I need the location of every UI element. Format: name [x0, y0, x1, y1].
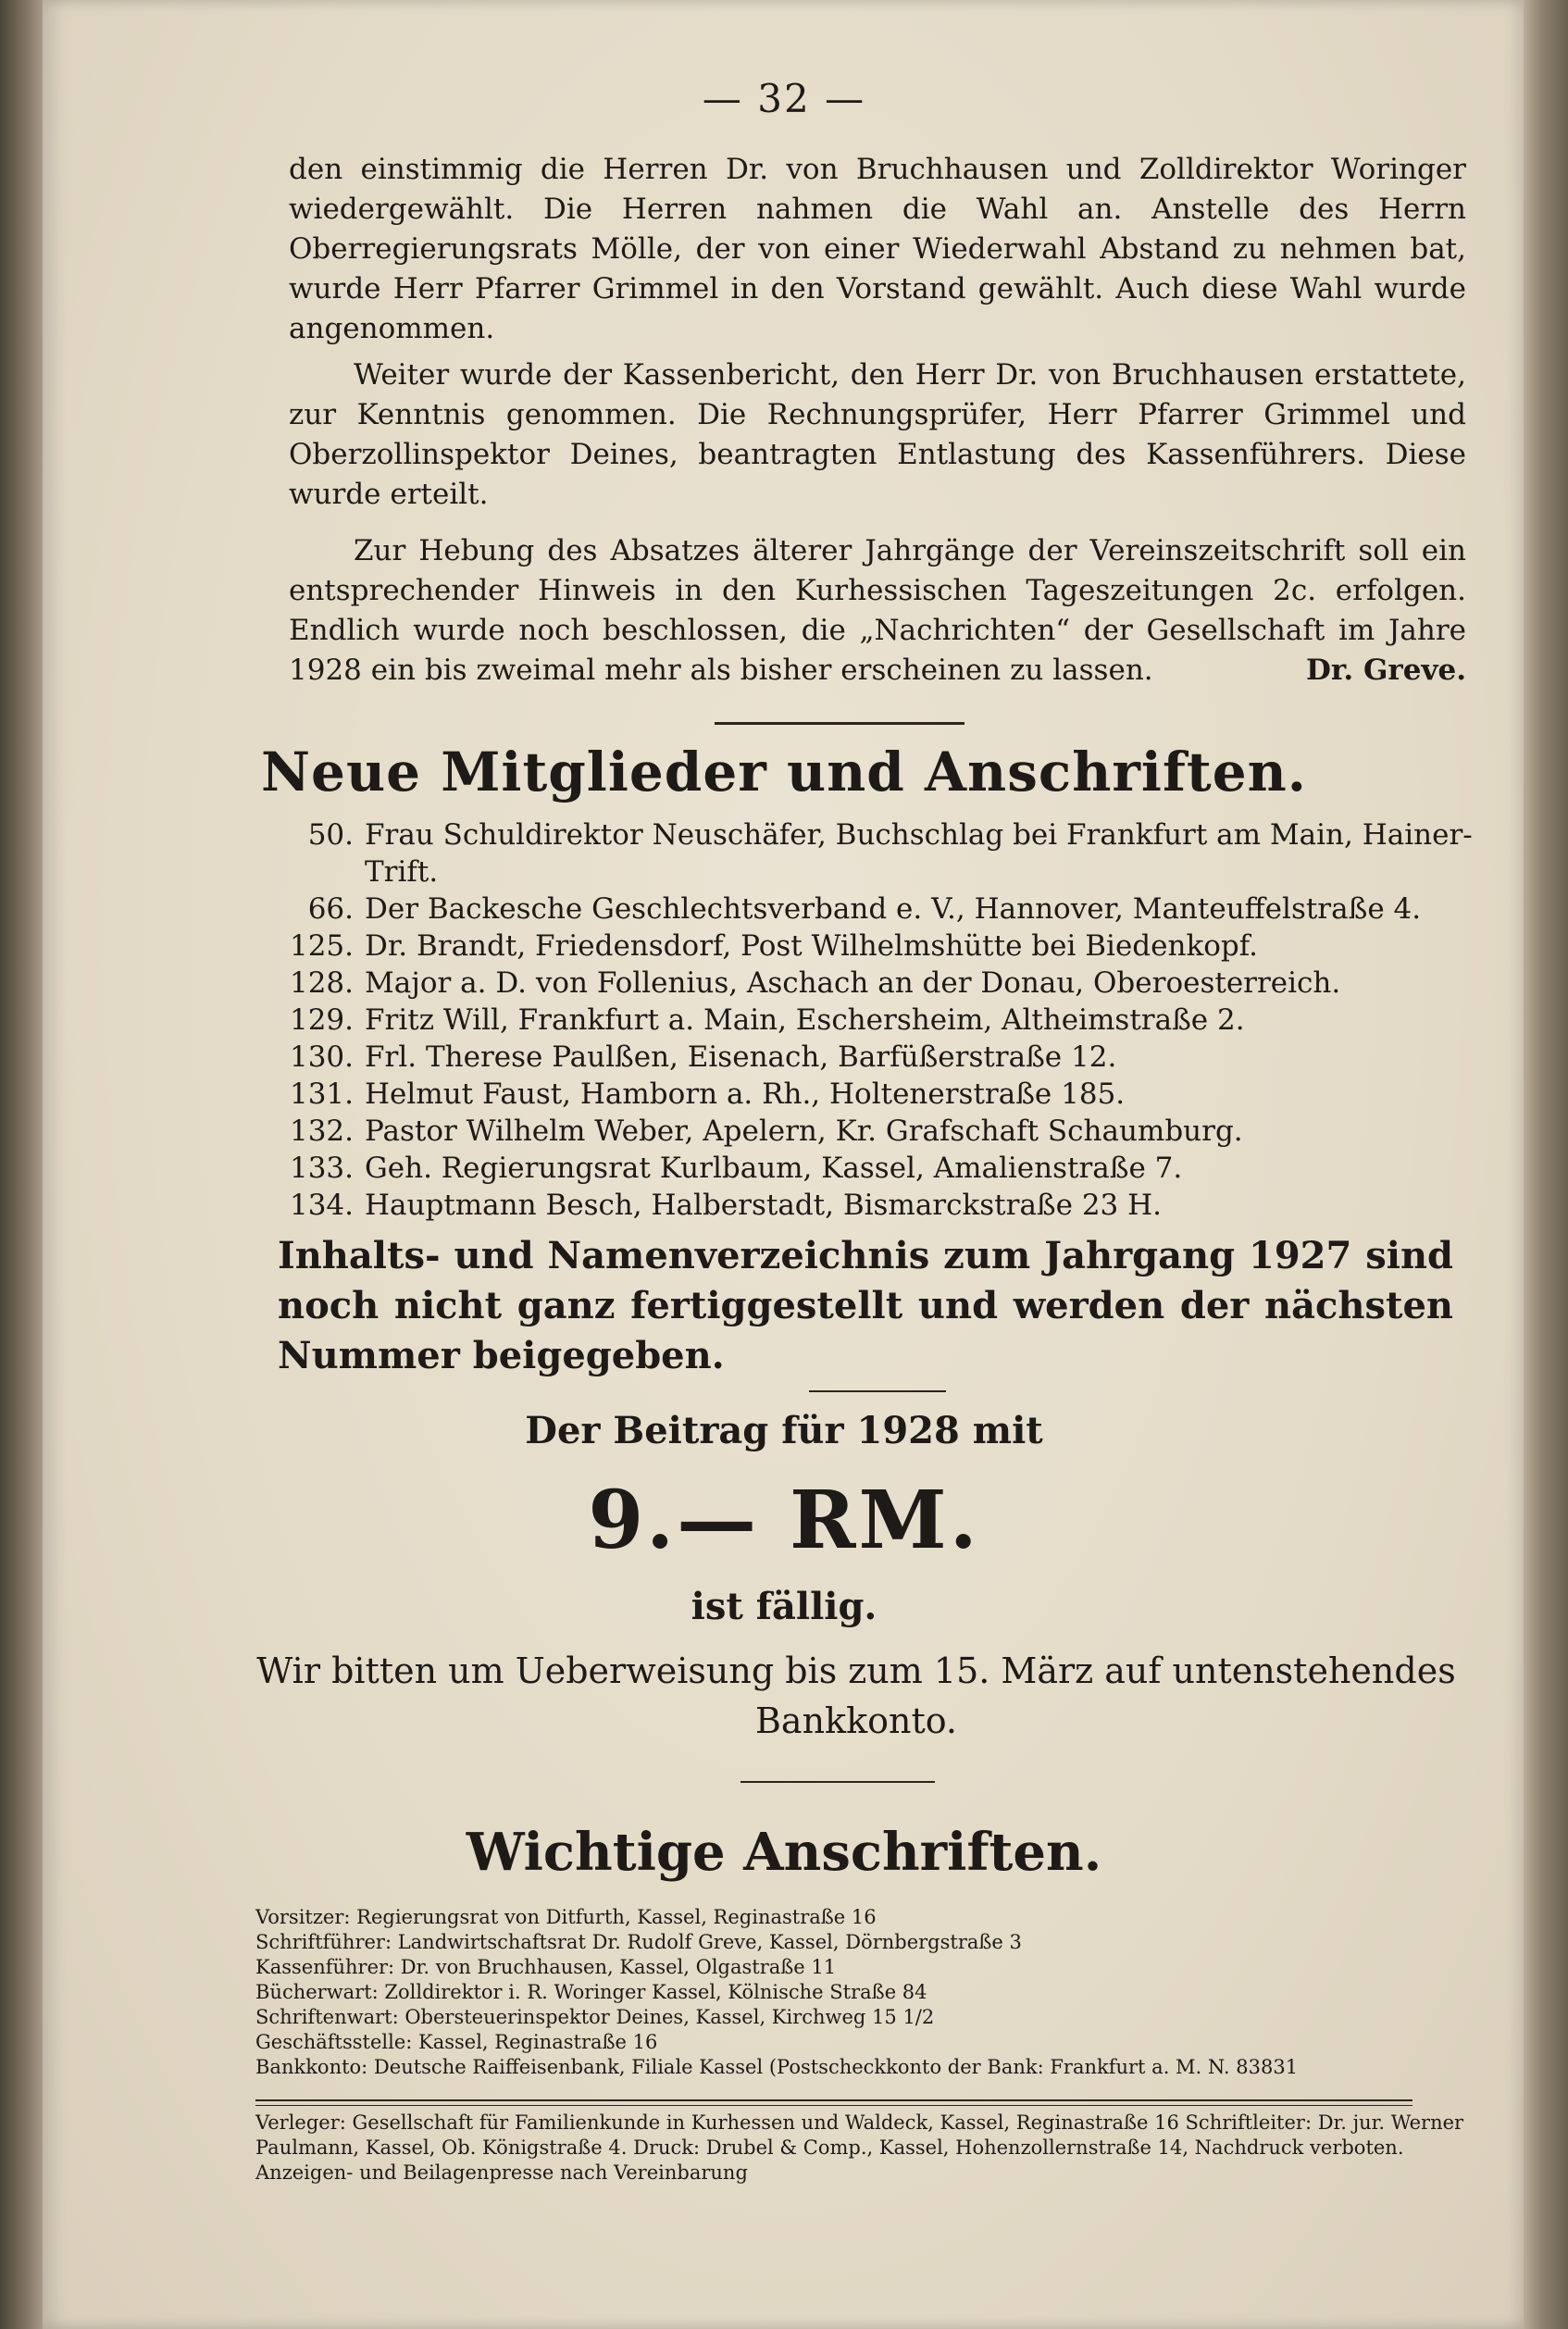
member-entry: Major a. D. von Follenius, Aschach an der Donau, Oberoesterreich. [365, 966, 1341, 1000]
list-item [261, 965, 1483, 1002]
paragraph-election-text: den einstimmig die Herren Dr. von Bruchhausen und Zolldirektor Woringer wiedergewählt. Die Herren nahmen die Wahl an. Anstelle des Herrn Oberregierungsrats Mölle, der von einer Wiederwahl Abstand zu nehmen bat, wurde Herr Pfarrer Grimmel in den Vorstand gewählt. Auch diese Wahl wurde angenommen. [289, 153, 1466, 345]
list-item [261, 1150, 1483, 1187]
fee-due: ist fällig. [691, 1585, 877, 1628]
member-number: 125. [289, 929, 354, 963]
footer-divider [255, 2105, 1412, 2106]
member-entry: Der Backesche Geschlechtsverband e. V., Hannover, Manteuffelstraße 4. [365, 892, 1422, 926]
list-item [261, 928, 1483, 965]
member-number: 130. [289, 1040, 354, 1074]
list-item [261, 1113, 1483, 1150]
author-signature: Dr. Greve. [1305, 654, 1466, 687]
members-heading: Neue Mitglieder und Anschriften. [261, 741, 1307, 803]
member-entry: Hauptmann Besch, Halberstadt, Bismarckstraße 23 H. [365, 1189, 1163, 1222]
index-notice: Inhalts- und Namenverzeichnis zum Jahrgang 1927 sind noch nicht ganz fertiggestellt und werden der nächsten Nummer beigegeben. [278, 1234, 1453, 1377]
member-entry: Frau Schuldirektor Neuschäfer, Buchschlag bei Frankfurt am Main, Hainer-Trift. [365, 818, 1473, 889]
address-item: Bankkonto: Deutsche Raiffeisenbank, Filiale Kassel (Postscheckkonto der Bank: Frankfurt a. M. N. 83831 [255, 2056, 1299, 2078]
member-number: 132. [289, 1115, 354, 1148]
section-divider [715, 722, 964, 725]
paragraph-finance [289, 355, 1466, 515]
address-item: Geschäftsstelle: Kassel, Reginastraße 16 [255, 2031, 658, 2053]
member-number: 131. [289, 1077, 354, 1111]
list-item [261, 1187, 1483, 1224]
section-divider [809, 1390, 946, 1392]
member-number: 66. [307, 892, 354, 926]
paragraph-election [289, 150, 1466, 349]
list-item [261, 1076, 1483, 1113]
fee-amount: 9.— RM. [588, 1474, 980, 1567]
member-number: 128. [289, 966, 354, 1000]
paragraph-sales [289, 531, 1466, 691]
member-number: 129. [289, 1003, 354, 1037]
paragraph-finance-text: Weiter wurde der Kassenbericht, den Herr Dr. von Bruchhausen erstattete, zur Kenntnis genommen. Die Rechnungsprüfer, Herr Pfarrer Grimmel und Oberzollinspektor Deines, beantragten Entlastung des Kassenführers. Diese wurde erteilt. [289, 358, 1466, 511]
addresses-heading: Wichtige Anschriften. [466, 1822, 1102, 1883]
members-list [261, 816, 1483, 1224]
list-item [261, 1039, 1483, 1076]
page-number: — 32 — [702, 76, 866, 121]
address-item: Schriftenwart: Obersteuerinspektor Deines, Kassel, Kirchweg 15 1/2 [255, 2006, 935, 2028]
publisher-imprint: Verleger: Gesellschaft für Familienkunde in Kurhessen und Waldeck, Kassel, Reginastraße 16 Schriftleiter: Dr. jur. Werner Paulmann, Kassel, Ob. Königstraße 4. Druck: Drubel & Comp., Kassel, Hohenzollernstraße 14, Nachdruck verboten. Anzeigen- und Beilagenpresse nach Vereinbarung [255, 2111, 1464, 2184]
page-edge [1524, 0, 1568, 2329]
book-binding [0, 0, 43, 2329]
address-item: Vorsitzer: Regierungsrat von Ditfurth, Kassel, Reginastraße 16 [255, 1906, 877, 1928]
member-entry: Dr. Brandt, Friedensdorf, Post Wilhelmshütte bei Biedenkopf. [365, 929, 1258, 963]
address-item: Schriftführer: Landwirtschaftsrat Dr. Rudolf Greve, Kassel, Dörnbergstraße 3 [255, 1931, 1022, 1953]
member-number: 134. [289, 1189, 354, 1222]
member-entry: Frl. Therese Paulßen, Eisenach, Barfüßerstraße 12. [365, 1040, 1117, 1074]
member-number: 133. [289, 1152, 354, 1185]
fee-intro: Der Beitrag für 1928 mit [525, 1409, 1043, 1452]
member-number: 50. [307, 818, 354, 852]
address-item: Kassenführer: Dr. von Bruchhausen, Kassel, Olgastraße 11 [255, 1956, 837, 1978]
section-divider [740, 1781, 935, 1783]
member-entry: Geh. Regierungsrat Kurlbaum, Kassel, Amalienstraße 7. [365, 1152, 1183, 1185]
list-item [261, 816, 1483, 890]
member-entry: Helmut Faust, Hamborn a. Rh., Holtenerstraße 185. [365, 1077, 1126, 1111]
member-entry: Fritz Will, Frankfurt a. Main, Eschersheim, Altheimstraße 2. [365, 1003, 1245, 1037]
paragraph-sales-text: Zur Hebung des Absatzes älterer Jahrgänge der Vereinszeitschrift soll ein entsprechender Hinweis in den Kurhessischen Tageszeitungen 2c. erfolgen. Endlich wurde noch beschlossen, die „Nachrichten“ der Gesellschaft im Jahre 1928 ein bis zweimal mehr als bisher erscheinen zu lassen. [289, 534, 1466, 687]
addresses-list [255, 1905, 1487, 2080]
list-item [261, 1002, 1483, 1039]
list-item [261, 890, 1483, 928]
address-item: Bücherwart: Zolldirektor i. R. Woringer Kassel, Kölnische Straße 84 [255, 1981, 927, 2003]
member-entry: Pastor Wilhelm Weber, Apelern, Kr. Grafschaft Schaumburg. [365, 1115, 1243, 1148]
transfer-request: Wir bitten um Ueberweisung bis zum 15. März auf untenstehendes Bankkonto. [256, 1650, 1456, 1741]
footer-divider [255, 2099, 1412, 2101]
